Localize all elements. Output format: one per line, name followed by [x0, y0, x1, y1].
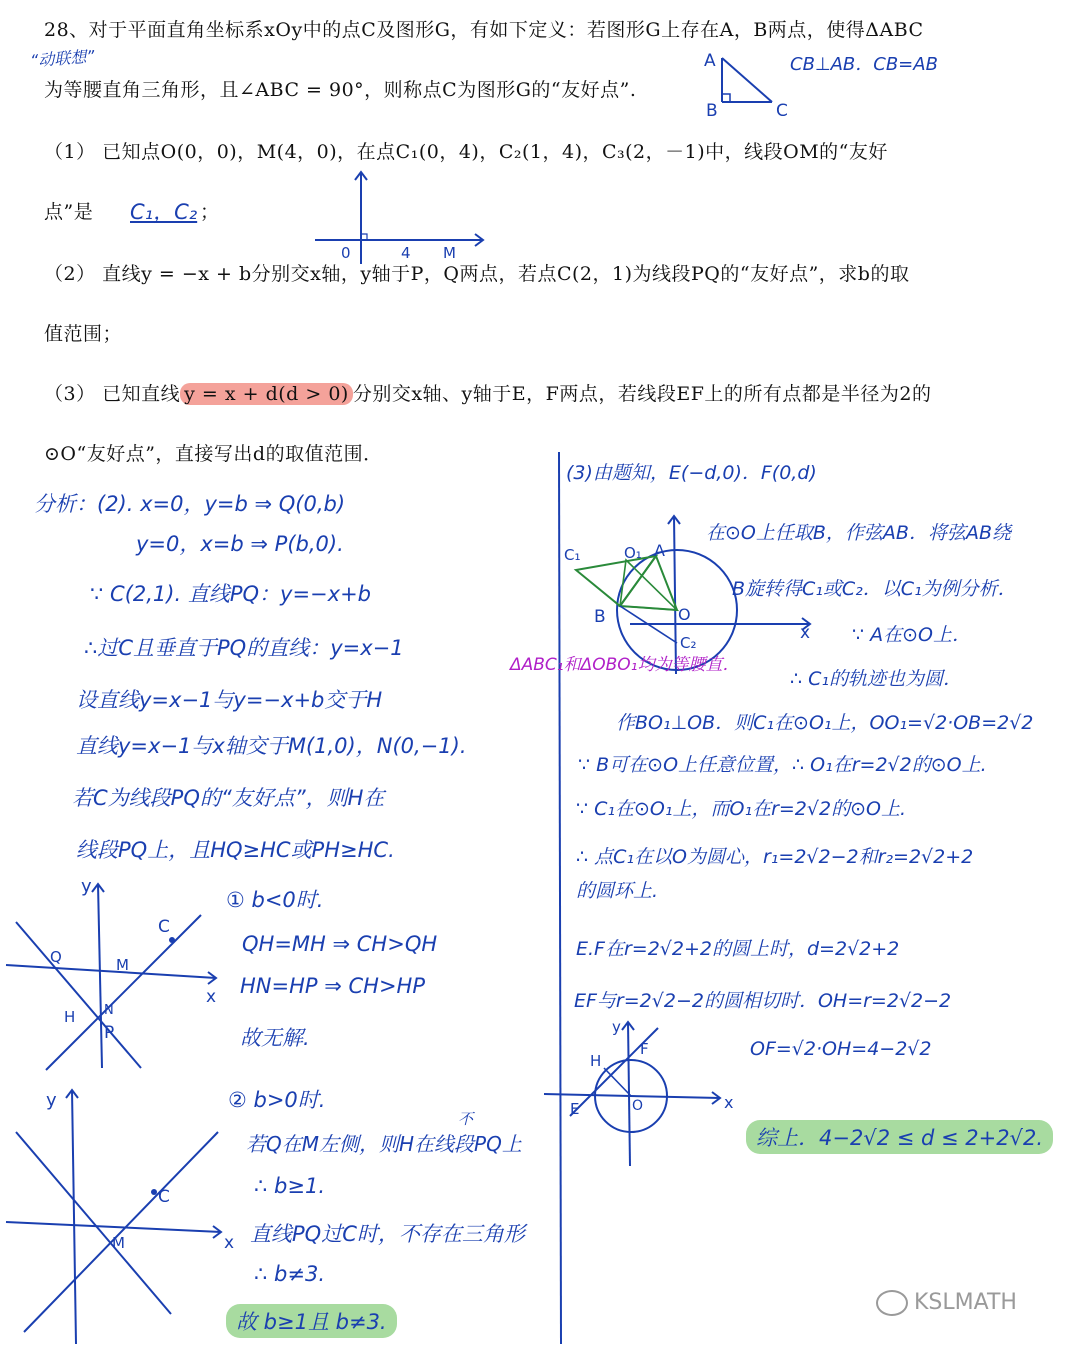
part1-line-2a: 点”是	[44, 201, 94, 223]
right-note-3: ∵ A在⊙O上．	[852, 624, 972, 646]
left-note-7: 若C为线段PQ的“友好点”，则H在	[72, 786, 385, 810]
g4-label-y: y	[612, 1018, 621, 1036]
case2-not-mark: 不	[458, 1110, 474, 1128]
part3-line-1	[44, 382, 931, 406]
wechat-icon	[876, 1290, 908, 1316]
g3-label-b: B	[594, 607, 606, 627]
g3-label-a: A	[654, 541, 665, 560]
tangent-figure	[540, 1010, 745, 1170]
case1-line-1: QH=MH ⇒ CH>QH	[242, 932, 438, 956]
right-note-0: (3)由题知，E(−d,0)．F(0,d)	[566, 462, 817, 484]
left-note-8: 线段PQ上，且HQ≥HC或PH≥HC.	[76, 838, 395, 862]
g1-label-c: C	[158, 917, 170, 937]
g1-label-h: H	[64, 1008, 76, 1026]
case2-title: ② b>0时.	[228, 1088, 326, 1112]
case2-line-1: 若Q在M左侧，则H在线段PQ上	[246, 1132, 522, 1156]
right-note-9: 的圆环上.	[576, 880, 659, 902]
g2-label-m: M	[112, 1234, 125, 1252]
final-answer: 综上．4−2√2 ≤ d ≤ 2+2√2.	[746, 1120, 1053, 1154]
case1-line-3: 故无解.	[240, 1026, 310, 1050]
g3-label-c2: C₂	[680, 634, 697, 652]
part3-suffix: 分别交x轴、y轴于E，F两点，若线段EF上的所有点都是半径为2的	[352, 383, 932, 405]
left-note-3: ∵ C(2,1). 直线PQ：y=−x+b	[90, 582, 371, 606]
right-note-11: EF与r=2√2−2的圆相切时．OH=r=2√2−2	[574, 990, 952, 1012]
g4-label-f: F	[640, 1040, 649, 1058]
axis1-label-4: 4	[401, 244, 411, 262]
problem-line-1: 28、对于平面直角坐标系xOy中的点C及图形G，有如下定义：若图形G上存在A，B两点，使得ΔABC	[44, 19, 924, 41]
g4-label-h: H	[590, 1052, 602, 1070]
left-note-6: 直线y=x−1与x轴交于M(1,0)，N(0,−1).	[76, 734, 467, 758]
left-note-2: y=0，x=b ⇒ P(b,0).	[136, 532, 344, 556]
g1-label-n: N	[104, 1003, 114, 1018]
graph-case-b-negative	[6, 870, 231, 1070]
right-note-10: E.F在r=2√2+2的圆上时，d=2√2+2	[576, 938, 900, 960]
g1-label-x: x	[206, 987, 217, 1007]
tri-label-c: C	[776, 101, 788, 121]
right-note-5: 作BO₁⊥OB．则C₁在⊙O₁上，OO₁=√2·OB=2√2	[616, 712, 1034, 734]
part2-line-2: 值范围；	[44, 323, 123, 345]
answer-part1: C₁，C₂	[130, 200, 198, 224]
g4-label-x: x	[724, 1093, 734, 1112]
g1-label-y: y	[81, 876, 92, 897]
axis1-label-m: M	[443, 244, 456, 262]
g1-label-q: Q	[50, 948, 62, 966]
part3-prefix: （3） 已知直线	[44, 383, 181, 405]
part3-line-2: ⊙O“友好点”，直接写出d的取值范围．	[44, 443, 383, 465]
case1-line-2: HN=HP ⇒ CH>HP	[240, 974, 426, 998]
right-note-8: ∴ 点C₁在以O为圆心，r₁=2√2−2和r₂=2√2+2	[576, 846, 974, 868]
right-note-6: ∵ B可在⊙O上任意位置，∴ O₁在r=2√2的⊙O上.	[578, 754, 987, 776]
part1-line-1: （1） 已知点O(0，0)，M(4，0)，在点C₁(0，4)，C₂(1，4)，C₃(2，－1)中，线段OM的“友好	[44, 141, 888, 163]
part3-highlight: y = x + d(d > 0)	[180, 383, 353, 405]
case2-line-4: ∴ b≠3.	[254, 1262, 325, 1286]
right-note-2: B旋转得C₁或C₂．以C₁为例分析．	[732, 578, 1017, 600]
g2-label-c: C	[158, 1187, 170, 1207]
g3-label-o1: O₁	[624, 544, 642, 562]
case1-title: ① b<0时.	[226, 888, 324, 912]
g2-label-y: y	[46, 1090, 57, 1111]
g1-label-m: M	[116, 956, 129, 974]
watermark-text: KSLMATH	[914, 1290, 1017, 1315]
g2-label-x: x	[224, 1233, 235, 1253]
tri-label-a: A	[704, 51, 716, 71]
purple-note: ΔABC₁和ΔOBO₁均为等腰直．	[510, 655, 740, 675]
triangle-sketch	[700, 44, 790, 119]
g3-label-o: O	[678, 605, 691, 624]
part2-line-1: （2） 直线y = −x + b分别交x轴，y轴于P，Q两点，若点C(2，1)为线段PQ的“友好点”，求b的取	[44, 263, 910, 285]
graph-case-b-positive	[6, 1082, 241, 1347]
left-note-4: ∴过C且垂直于PQ的直线：y=x−1	[84, 636, 404, 660]
axis1-label-o: 0	[341, 244, 351, 262]
right-note-1: 在⊙O上任取B，作弦AB．将弦AB绕	[706, 522, 1011, 544]
g3-label-x: x	[800, 623, 811, 643]
problem-line-2: 为等腰直角三角形，且∠ABC = 90°，则称点C为图形G的“友好点”.	[44, 79, 637, 101]
g4-label-o: O	[632, 1098, 644, 1114]
g3-label-c1: C₁	[564, 546, 581, 564]
case2-answer: 故 b≥1且 b≠3.	[226, 1304, 397, 1338]
right-note-7: ∵ C₁在⊙O₁上，而O₁在r=2√2的⊙O上.	[576, 798, 907, 820]
watermark	[876, 1290, 1017, 1316]
left-note-5: 设直线y=x−1与y=−x+b交于H	[76, 688, 383, 712]
note-condition: CB⊥AB．CB=AB	[790, 54, 938, 75]
right-note-4: ∴ C₁的轨迹也为圆．	[790, 668, 963, 690]
g4-label-e: E	[570, 1100, 580, 1118]
left-note-1: 分析：(2). x=0，y=b ⇒ Q(0,b)	[34, 492, 346, 516]
g1-label-p: P	[104, 1023, 115, 1043]
note-linkage: “动联想”	[29, 46, 96, 71]
axis-sketch-1	[315, 168, 495, 268]
tri-label-b: B	[706, 101, 718, 121]
case2-line-3: 直线PQ过C时，不存在三角形	[250, 1222, 525, 1246]
part1-line-2b: ；	[200, 201, 220, 223]
right-note-12: OF=√2·OH=4−2√2	[750, 1038, 932, 1060]
case2-line-2: ∴ b≥1.	[254, 1174, 325, 1198]
